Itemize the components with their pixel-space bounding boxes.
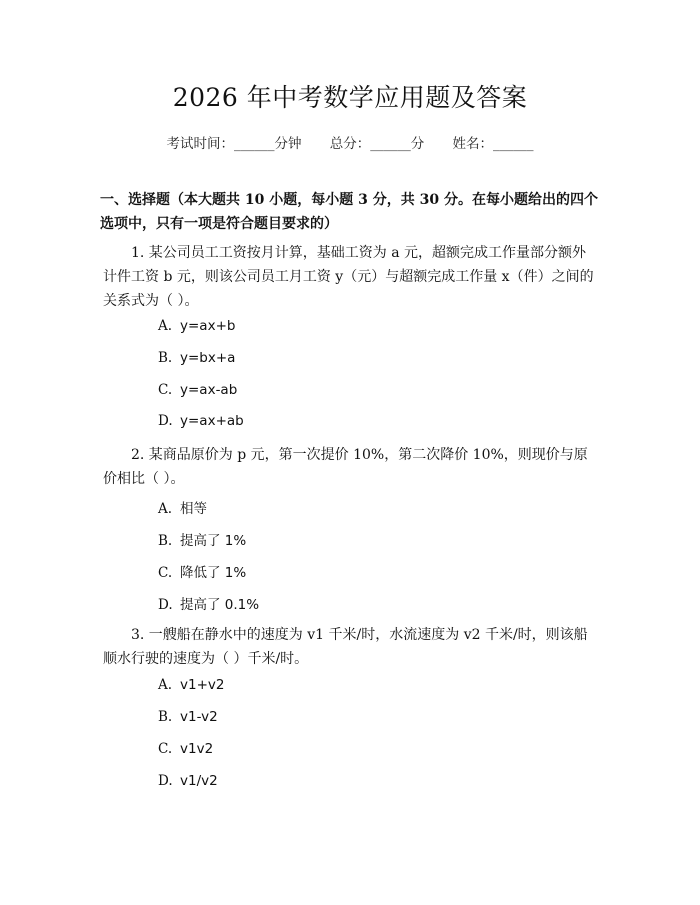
question-2-option-a bbox=[158, 497, 207, 517]
page-title: 2026 年中考数学应用题及答案 bbox=[172, 83, 528, 112]
option-label: D. bbox=[158, 773, 173, 789]
option-text: v1-v2 bbox=[180, 709, 218, 725]
option-text: 提高了 1% bbox=[180, 533, 247, 549]
option-text: y=ax+b bbox=[180, 318, 236, 334]
question-3-option-d bbox=[158, 773, 218, 789]
option-label: B. bbox=[158, 350, 173, 366]
option-label: C. bbox=[158, 382, 173, 398]
option-label: A. bbox=[158, 318, 173, 334]
option-label: D. bbox=[158, 597, 173, 613]
section-heading: 一、选择题（本大题共 10 小题，每小题 3 分，共 30 分。在每小题给出的四个选项中，只有一项是符合题目要求的） bbox=[100, 192, 598, 232]
option-text: 相等 bbox=[180, 501, 207, 517]
option-text: v1v2 bbox=[180, 741, 214, 757]
option-label: D. bbox=[158, 413, 173, 429]
question-1-option-a bbox=[158, 318, 235, 334]
question-3-option-b bbox=[158, 709, 218, 725]
option-text: y=ax+ab bbox=[180, 413, 244, 429]
exam-score: 总分：______分 bbox=[329, 136, 425, 152]
question-2-option-d bbox=[158, 593, 259, 613]
question-2-stem: 2. 某商品原价为 p 元，第一次提价 10%，第二次降价 10%，则现价与原价相比（ ）。 bbox=[103, 447, 588, 487]
exam-name: 姓名：______ bbox=[452, 136, 534, 152]
option-label: A. bbox=[158, 501, 173, 517]
option-text: y=ax-ab bbox=[180, 382, 238, 398]
option-label: C. bbox=[158, 741, 173, 757]
option-label: B. bbox=[158, 709, 173, 725]
option-label: C. bbox=[158, 565, 173, 581]
option-text: v1+v2 bbox=[180, 677, 225, 693]
question-1-option-c bbox=[158, 382, 237, 398]
question-3-option-a bbox=[158, 677, 224, 693]
option-text: 降低了 1% bbox=[180, 565, 247, 581]
question-1-stem: 1. 某公司员工工资按月计算，基础工资为 a 元，超额完成工作量部分额外计件工资 b 元，则该公司员工月工资 y（元）与超额完成工作量 x（件）之间的关系式为（ ）。 bbox=[103, 245, 594, 309]
question-3-stem: 3. 一艘船在静水中的速度为 v1 千米/时，水流速度为 v2 千米/时，则该船顺水行驶的速度为（ ）千米/时。 bbox=[103, 627, 588, 667]
option-text: v1/v2 bbox=[180, 773, 218, 789]
question-2-option-c bbox=[158, 561, 246, 581]
option-label: A. bbox=[158, 677, 173, 693]
option-text: y=bx+a bbox=[180, 350, 236, 366]
exam-meta bbox=[0, 132, 700, 152]
question-1-option-b bbox=[158, 350, 235, 366]
question-2-option-b bbox=[158, 529, 246, 549]
question-1-option-d bbox=[158, 413, 244, 429]
option-label: B. bbox=[158, 533, 173, 549]
exam-time: 考试时间：______分钟 bbox=[166, 136, 302, 152]
option-text: 提高了 0.1% bbox=[180, 597, 260, 613]
question-3-option-c bbox=[158, 741, 213, 757]
